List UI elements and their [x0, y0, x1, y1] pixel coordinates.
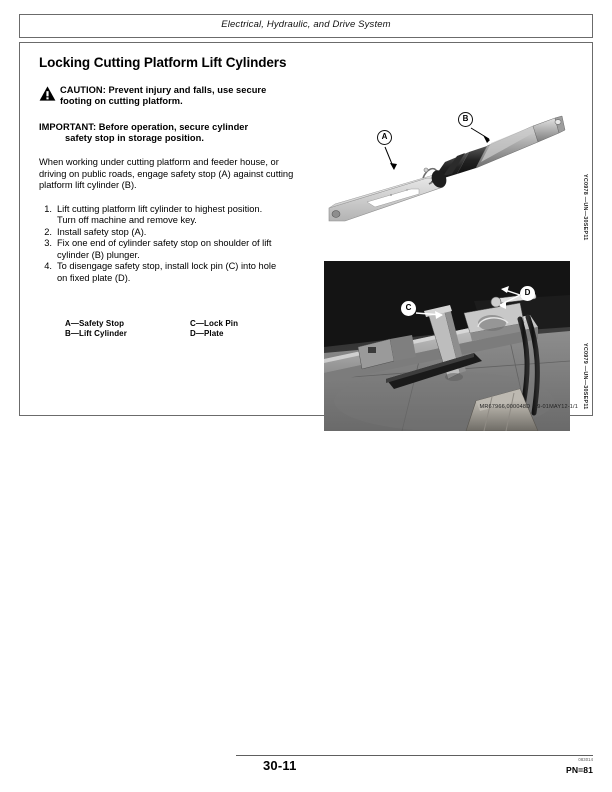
footer-rule — [236, 755, 593, 756]
legend-item-c: C—Lock Pin — [190, 319, 239, 328]
caution-line-2: footing on cutting platform. — [60, 96, 183, 107]
callout-bubble-b: B — [458, 112, 473, 127]
leader-arrow-a — [390, 163, 397, 170]
legend-item-b: B—Lift Cylinder — [65, 328, 127, 338]
caution-line-1: CAUTION: Prevent injury and falls, use secure — [60, 85, 267, 95]
step-number: 2. — [44, 226, 52, 237]
content-frame — [19, 42, 593, 416]
important-line-1: IMPORTANT: Before operation, secure cylinder — [39, 121, 249, 132]
step-number: 1. — [44, 203, 52, 214]
important-block — [39, 122, 304, 145]
figure-safety-stop-illustration — [319, 90, 570, 240]
step-item — [39, 238, 304, 261]
caution-text — [60, 85, 304, 108]
legend-item-a: A—Safety Stop — [65, 319, 125, 328]
callout-legend — [65, 319, 305, 338]
legend-row — [65, 319, 305, 329]
cylinder-boot — [429, 146, 487, 190]
figure-1-caption: YC0978 —UN—30SEP11 — [582, 174, 588, 241]
step-text-line-2: Turn off machine and remove key. — [57, 215, 197, 226]
document-reference-code: MR67966,000048D -19-01MAY12-1/1 — [479, 404, 578, 410]
step-item — [39, 227, 304, 239]
step-text-line-1: Fix one end of cylinder safety stop on shoulder of lift — [57, 238, 272, 249]
step-text-line-1: To disengage safety stop, install lock pin (C) into hole — [57, 261, 277, 272]
step-item — [39, 204, 304, 227]
step-text-line-1: Install safety stop (A). — [57, 226, 147, 237]
caution-block — [39, 85, 304, 108]
cylinder-rod — [533, 116, 565, 142]
callout-bubble-d: D — [520, 286, 535, 301]
footer-small-code: 083014 — [578, 757, 593, 762]
running-header-title: Electrical, Hydraulic, and Drive System — [221, 19, 391, 30]
caution-triangle-icon — [39, 86, 56, 101]
legend-row — [65, 329, 305, 339]
step-number: 4. — [44, 261, 52, 272]
cylinder-illustration — [319, 90, 570, 240]
footer-pn: PN=81 — [565, 765, 593, 775]
running-header — [19, 14, 593, 38]
step-text-line-2: on fixed plate (D). — [57, 272, 131, 283]
legend-item-d: D—Plate — [190, 328, 224, 338]
step-text-line-1: Lift cutting platform lift cylinder to highest position. — [57, 203, 263, 214]
step-text-line-2: cylinder (B) plunger. — [57, 249, 140, 260]
procedure-steps — [39, 204, 304, 285]
text-column — [39, 55, 304, 284]
callout-bubble-a: A — [377, 130, 392, 145]
callout-bubble-c: C — [401, 301, 416, 316]
step-item — [39, 261, 304, 284]
safety-stop-bar — [329, 174, 443, 221]
section-title: Locking Cutting Platform Lift Cylinders — [39, 55, 287, 70]
page-number: 30-11 — [263, 758, 297, 773]
step-number: 3. — [44, 238, 52, 249]
important-line-2: safety stop in storage position. — [65, 132, 205, 143]
figure-2-caption: YC0979 —UN—30SEP11 — [582, 343, 588, 410]
intro-paragraph: When working under cutting platform and feeder house, or driving on public roads, engage safety stop (A) against cutting platform lift cylinder (B). — [39, 157, 294, 191]
